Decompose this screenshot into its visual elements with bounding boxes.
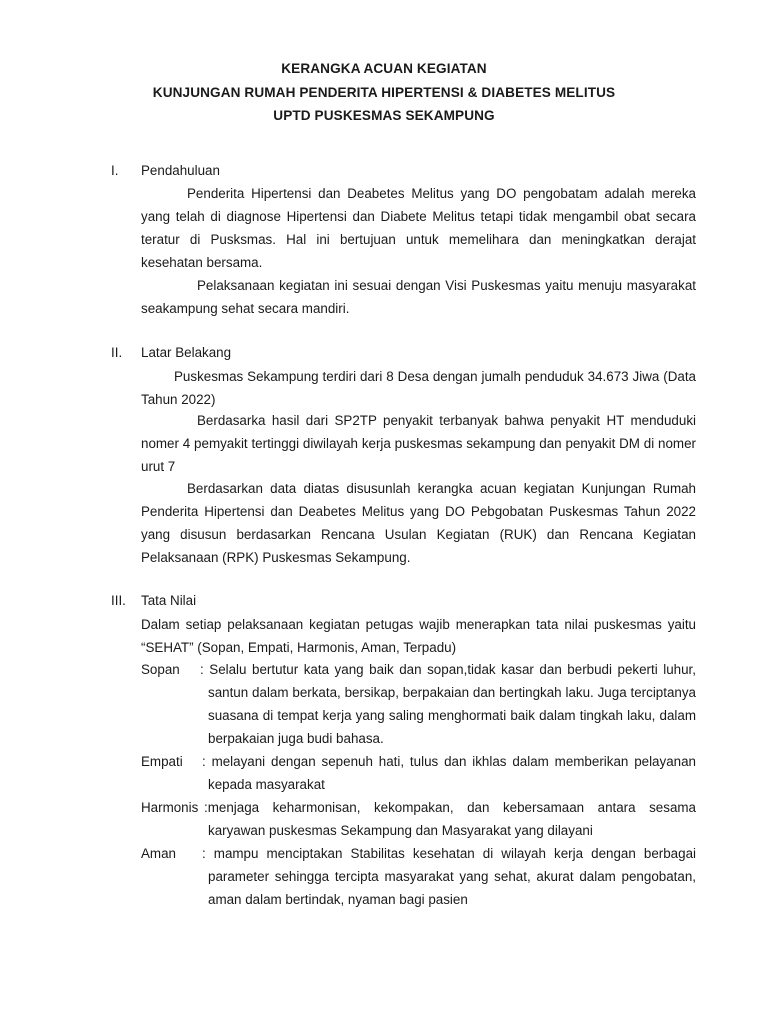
section-1-number: I. bbox=[111, 163, 119, 178]
value-item-harmonis bbox=[141, 796, 696, 842]
section-3-title: Tata Nilai bbox=[141, 593, 197, 608]
value-description: : melayani dengan sepenuh hati, tulus dan ikhlas dalam memberikan pelayanan kepada masyarakat bbox=[202, 754, 696, 792]
section-2-paragraph-1: Puskesmas Sekampung terdiri dari 8 Desa dengan jumalh penduduk 34.673 Jiwa (Data Tahun 2022) bbox=[141, 369, 696, 407]
value-item-sopan bbox=[141, 658, 696, 750]
section-3-paragraph-1: Dalam setiap pelaksanaan kegiatan petugas wajib menerapkan tata nilai puskesmas yaitu “SEHAT” (Sopan, Empati, Harmonis, Aman, Terpadu) bbox=[141, 617, 696, 655]
section-2-paragraph-2: Berdasarka hasil dari SP2TP penyakit terbanyak bahwa penyakit HT menduduki nomer 4 pemyakit tertinggi diwilayah kerja puskesmas sekampung dan penyakit DM di nomer urut 7 bbox=[141, 413, 696, 474]
doc-title-line2: KUNJUNGAN RUMAH PENDERITA HIPERTENSI & DIABETES MELITUS bbox=[152, 85, 616, 100]
value-description: :menjaga keharmonisan, kekompakan, dan kebersamaan antara sesama karyawan puskesmas Sekampung dan Masyarakat yang dilayani bbox=[204, 800, 696, 838]
section-2-number: II. bbox=[111, 345, 123, 360]
section-2-title: Latar Belakang bbox=[141, 345, 232, 360]
section-1-title: Pendahuluan bbox=[141, 163, 220, 178]
value-term: Aman bbox=[141, 846, 176, 861]
section-1-paragraph-2: Pelaksanaan kegiatan ini sesuai dengan Visi Puskesmas yaitu menuju masyarakat seakampung sehat secara mandiri. bbox=[141, 278, 696, 316]
value-term: Sopan bbox=[141, 662, 180, 677]
value-term: Empati bbox=[141, 754, 183, 769]
section-2-paragraph-3: Berdasarkan data diatas disusunlah kerangka acuan kegiatan Kunjungan Rumah Penderita Hipertensi dan Deabetes Melitus yang DO Pebgobatan Puskesmas Tahun 2022 yang disusun berdasarkan Rencana Usulan Kegiatan (RUK) dan Rencana Kegiatan Pelaksanaan (RPK) Puskesmas Sekampung. bbox=[141, 481, 696, 565]
doc-title-line1: KERANGKA ACUAN KEGIATAN bbox=[281, 61, 487, 76]
value-item-empati bbox=[141, 750, 696, 796]
value-description: : mampu menciptakan Stabilitas kesehatan di wilayah kerja dengan berbagai parameter sehingga tercipta masyarakat yang sehat, akurat dalam pengobatan, aman dalam bertindak, nyaman bagi pasien bbox=[202, 846, 696, 907]
doc-title-line3: UPTD PUSKESMAS SEKAMPUNG bbox=[273, 108, 495, 123]
section-3-number: III. bbox=[111, 593, 126, 608]
section-1-paragraph-1: Penderita Hipertensi dan Deabetes Melitus yang DO pengobatam adalah mereka yang telah di diagnose Hipertensi dan Diabete Melitus tetapi tidak mengambil obat secara teratur di Pusksmas. Hal ini bertujuan untuk memelihara dan meningkatkan derajat kesehatan bersama. bbox=[141, 186, 696, 270]
value-description: : Selalu bertutur kata yang baik dan sopan,tidak kasar dan berbudi pekerti luhur, santun dalam berkata, bersikap, berpakaian dan bertingkah laku. Juga terciptanya suasana di tempat kerja yang saling menghormati baik dalam tingkah laku, dalam berpakaian juga budi bahasa. bbox=[200, 662, 696, 746]
value-term: Harmonis bbox=[141, 800, 199, 815]
value-item-aman bbox=[141, 842, 696, 911]
